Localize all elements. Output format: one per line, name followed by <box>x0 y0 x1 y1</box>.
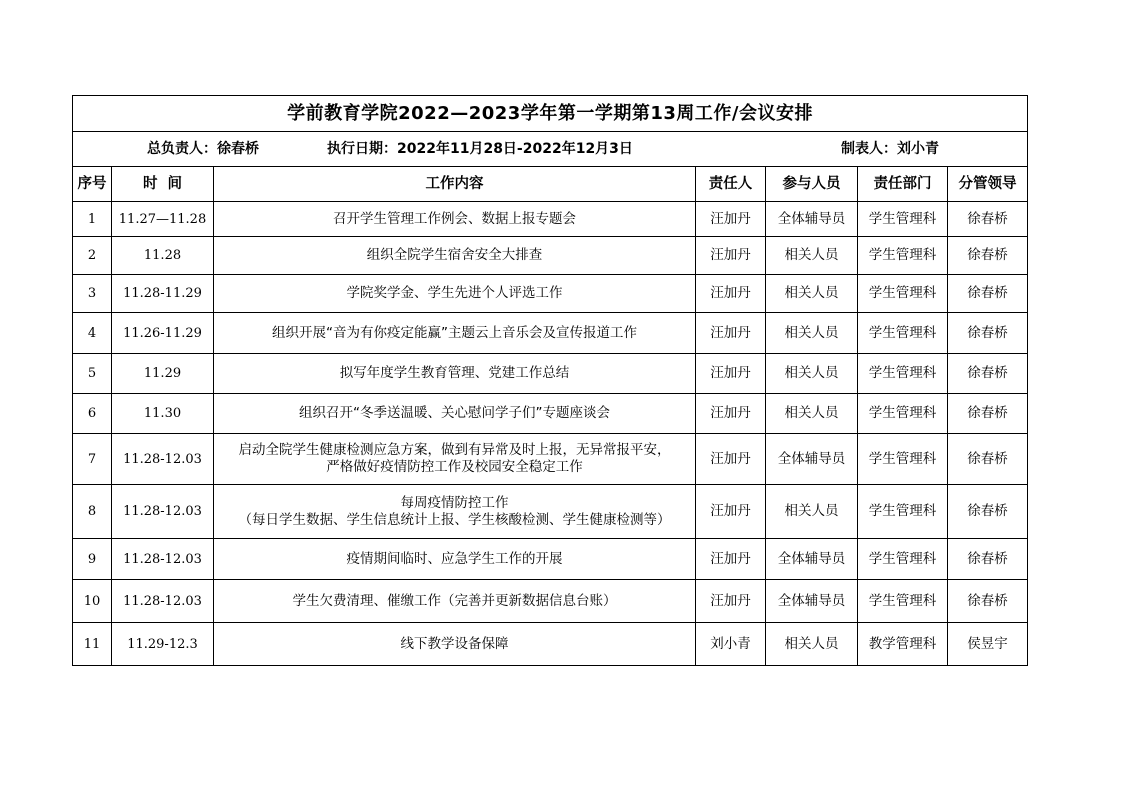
row-content-line: （每日学生数据、学生信息统计上报、学生核酸检测、学生健康检测等） <box>238 511 671 528</box>
row-content <box>214 434 696 485</box>
row-owner: 汪加丹 <box>696 580 766 623</box>
row-content: 组织开展“音为有你疫定能赢”主题云上音乐会及宣传报道工作 <box>214 313 696 354</box>
row-content: 组织召开“冬季送温暖、关心慰问学子们”专题座谈会 <box>214 394 696 434</box>
row-owner: 汪加丹 <box>696 485 766 539</box>
row-owner: 刘小青 <box>696 623 766 666</box>
row-num: 8 <box>73 485 112 539</box>
row-leader: 徐春桥 <box>948 394 1028 434</box>
row-owner: 汪加丹 <box>696 539 766 580</box>
row-participants: 全体辅导员 <box>766 434 858 485</box>
row-num: 3 <box>73 275 112 313</box>
meta-row <box>73 132 1028 167</box>
row-owner: 汪加丹 <box>696 394 766 434</box>
table-row <box>73 202 1028 237</box>
row-leader: 徐春桥 <box>948 354 1028 394</box>
row-dept: 学生管理科 <box>858 394 948 434</box>
row-num: 4 <box>73 313 112 354</box>
row-leader: 徐春桥 <box>948 237 1028 275</box>
header-content: 工作内容 <box>214 167 696 202</box>
table-row <box>73 434 1028 485</box>
row-dept: 学生管理科 <box>858 237 948 275</box>
row-leader: 徐春桥 <box>948 202 1028 237</box>
row-content: 学生欠费清理、催缴工作（完善并更新数据信息台账） <box>214 580 696 623</box>
row-owner: 汪加丹 <box>696 237 766 275</box>
row-leader: 徐春桥 <box>948 275 1028 313</box>
header-time: 时间 <box>112 167 214 202</box>
row-dept: 学生管理科 <box>858 485 948 539</box>
maker-label: 制表人：刘小青 <box>841 141 939 157</box>
row-participants: 全体辅导员 <box>766 539 858 580</box>
row-time: 11.27—11.28 <box>112 202 214 237</box>
table-row <box>73 313 1028 354</box>
row-dept: 学生管理科 <box>858 313 948 354</box>
row-content-line: 严格做好疫情防控工作及校园安全稳定工作 <box>326 459 583 475</box>
row-num: 6 <box>73 394 112 434</box>
row-time: 11.28-12.03 <box>112 539 214 580</box>
table-row <box>73 539 1028 580</box>
header-participants: 参与人员 <box>766 167 858 202</box>
row-content: 学院奖学金、学生先进个人评选工作 <box>214 275 696 313</box>
row-num: 1 <box>73 202 112 237</box>
table-row <box>73 485 1028 539</box>
row-leader: 徐春桥 <box>948 485 1028 539</box>
row-participants: 相关人员 <box>766 275 858 313</box>
chief-label: 总负责人：徐春桥 <box>147 141 259 157</box>
row-time: 11.30 <box>112 394 214 434</box>
row-dept: 教学管理科 <box>858 623 948 666</box>
row-participants: 相关人员 <box>766 354 858 394</box>
row-participants: 相关人员 <box>766 623 858 666</box>
header-leader: 分管领导 <box>948 167 1028 202</box>
table-row <box>73 237 1028 275</box>
row-content: 召开学生管理工作例会、数据上报专题会 <box>214 202 696 237</box>
row-participants: 相关人员 <box>766 313 858 354</box>
row-participants: 全体辅导员 <box>766 202 858 237</box>
row-dept: 学生管理科 <box>858 580 948 623</box>
date-label: 执行日期：2022年11月28日-2022年12月3日 <box>327 141 633 157</box>
row-leader: 徐春桥 <box>948 539 1028 580</box>
row-participants: 相关人员 <box>766 394 858 434</box>
header-dept: 责任部门 <box>858 167 948 202</box>
row-content <box>214 485 696 539</box>
row-participants: 相关人员 <box>766 237 858 275</box>
header-num: 序号 <box>73 167 112 202</box>
schedule-sheet <box>72 95 1027 666</box>
row-content: 拟写年度学生教育管理、党建工作总结 <box>214 354 696 394</box>
row-time: 11.29 <box>112 354 214 394</box>
row-num: 5 <box>73 354 112 394</box>
table-row <box>73 623 1028 666</box>
row-content-line: 启动全院学生健康检测应急方案，做到有异常及时上报，无异常报平安， <box>238 442 671 458</box>
row-content: 疫情期间临时、应急学生工作的开展 <box>214 539 696 580</box>
page-title: 学前教育学院2022—2023学年第一学期第13周工作/会议安排 <box>73 96 1028 132</box>
row-owner: 汪加丹 <box>696 275 766 313</box>
row-num: 9 <box>73 539 112 580</box>
row-num: 2 <box>73 237 112 275</box>
row-leader: 徐春桥 <box>948 434 1028 485</box>
row-time: 11.28-12.03 <box>112 485 214 539</box>
row-dept: 学生管理科 <box>858 539 948 580</box>
row-owner: 汪加丹 <box>696 313 766 354</box>
row-participants: 相关人员 <box>766 485 858 539</box>
row-owner: 汪加丹 <box>696 202 766 237</box>
row-leader: 侯昱宇 <box>948 623 1028 666</box>
row-dept: 学生管理科 <box>858 434 948 485</box>
row-time: 11.28-12.03 <box>112 580 214 623</box>
table-row <box>73 394 1028 434</box>
table-header <box>73 167 1028 202</box>
row-time: 11.28-11.29 <box>112 275 214 313</box>
row-num: 11 <box>73 623 112 666</box>
row-owner: 汪加丹 <box>696 434 766 485</box>
row-content-line: 每周疫情防控工作 <box>400 494 509 511</box>
table-row <box>73 580 1028 623</box>
header-owner: 责任人 <box>696 167 766 202</box>
row-leader: 徐春桥 <box>948 313 1028 354</box>
row-dept: 学生管理科 <box>858 275 948 313</box>
table-row <box>73 354 1028 394</box>
row-dept: 学生管理科 <box>858 202 948 237</box>
row-participants: 全体辅导员 <box>766 580 858 623</box>
row-leader: 徐春桥 <box>948 580 1028 623</box>
row-num: 10 <box>73 580 112 623</box>
row-time: 11.29-12.3 <box>112 623 214 666</box>
row-time: 11.28-12.03 <box>112 434 214 485</box>
row-time: 11.26-11.29 <box>112 313 214 354</box>
schedule-table <box>72 95 1028 666</box>
row-num: 7 <box>73 434 112 485</box>
row-content: 线下教学设备保障 <box>214 623 696 666</box>
row-content: 组织全院学生宿舍安全大排查 <box>214 237 696 275</box>
table-row <box>73 275 1028 313</box>
row-time: 11.28 <box>112 237 214 275</box>
row-dept: 学生管理科 <box>858 354 948 394</box>
row-owner: 汪加丹 <box>696 354 766 394</box>
